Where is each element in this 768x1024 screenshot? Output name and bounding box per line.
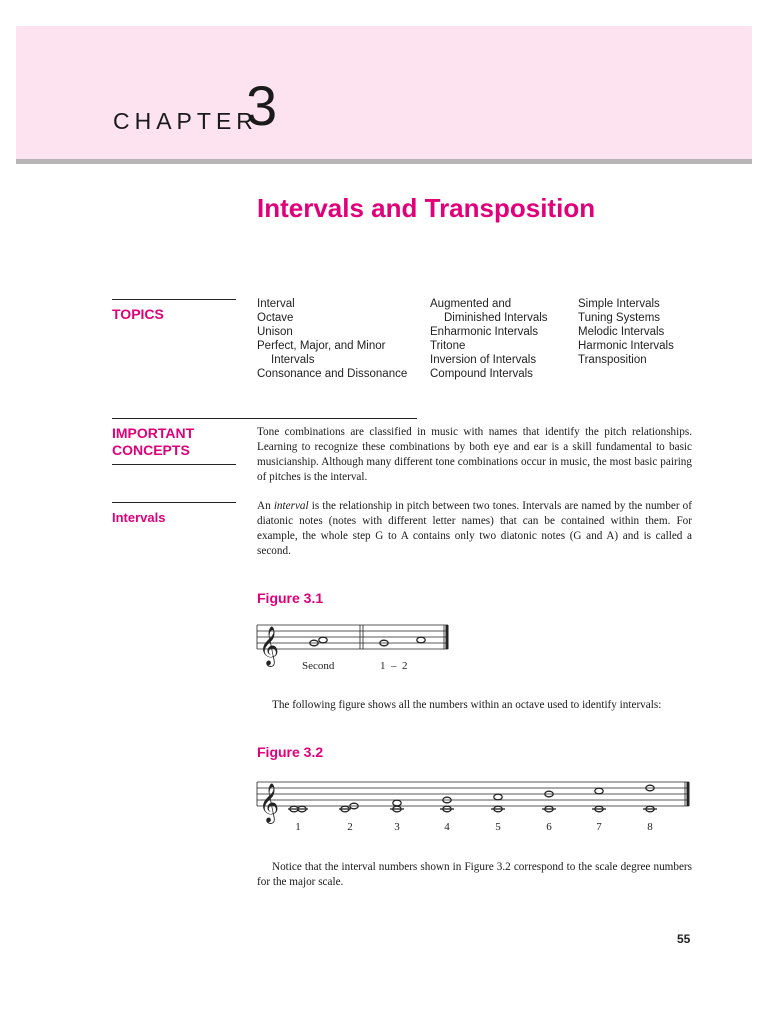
interval-number: 2 xyxy=(347,821,353,833)
topic-item: Inversion of Intervals xyxy=(430,354,537,366)
interval-number: 6 xyxy=(546,821,552,833)
intervals-text-before: An xyxy=(257,500,274,512)
banner-divider xyxy=(16,159,752,164)
topic-item: Compound Intervals xyxy=(430,368,533,380)
figure-3-2-label: Figure 3.2 xyxy=(257,744,324,760)
topic-item: Unison xyxy=(257,326,293,338)
treble-clef-icon: 𝄞 xyxy=(259,626,280,666)
chapter-banner xyxy=(16,26,752,159)
chapter-title: Intervals and Transposition xyxy=(257,193,596,223)
figure-3-1-caption-left: Second xyxy=(302,660,335,672)
concepts-under-rule xyxy=(112,464,236,465)
interval-number: 1 xyxy=(295,821,301,833)
figure-3-2-staff xyxy=(255,772,695,836)
intervals-rule xyxy=(112,502,236,503)
topic-item: Harmonic Intervals xyxy=(578,340,674,352)
page-number: 55 xyxy=(677,932,691,946)
concepts-rule xyxy=(112,418,417,419)
topics-heading: TOPICS xyxy=(112,306,164,322)
topic-item: Simple Intervals xyxy=(578,298,660,310)
topic-item: Transposition xyxy=(578,354,647,366)
topic-item: Interval xyxy=(257,298,295,310)
topic-item: Consonance and Dissonance xyxy=(257,368,408,380)
chapter-word: CHAPTER xyxy=(113,108,258,134)
topic-item: Octave xyxy=(257,312,294,324)
intervals-text-italic: interval xyxy=(273,500,309,512)
paragraph-after-figure-2: Notice that the interval numbers shown in Figure 3.2 correspond to the scale degree numbers for the major scale. xyxy=(257,861,692,888)
concepts-heading-line-1: IMPORTANT xyxy=(112,425,195,441)
topics-column-3 xyxy=(578,297,674,367)
intervals-heading: Intervals xyxy=(112,510,166,525)
figure-3-1-staff xyxy=(255,615,455,677)
interval-number: 8 xyxy=(647,821,653,833)
intervals-paragraph xyxy=(257,499,692,559)
topic-item: Augmented and xyxy=(430,298,512,310)
interval-number: 7 xyxy=(596,821,602,833)
topics-rule xyxy=(112,299,236,300)
interval-number: 3 xyxy=(394,821,400,833)
concepts-paragraph: Tone combinations are classified in music with names that identify the pitch relationships. Learning to recognize these combinations by both eye and ear is a skill fundamental to basic musicianship. Although many different tone combinations occur in music, the most basic pairing of pitches is the interval. xyxy=(257,426,692,483)
topics-column-1 xyxy=(257,297,407,381)
paragraph-after-figure-1: The following figure shows all the numbers within an octave used to identify intervals: xyxy=(272,699,662,711)
topic-item: Intervals xyxy=(271,354,315,366)
topic-item: Enharmonic Intervals xyxy=(430,326,539,338)
interval-number: 4 xyxy=(444,821,450,833)
topic-item: Diminished Intervals xyxy=(444,312,548,324)
figure-3-1-label: Figure 3.1 xyxy=(257,590,324,606)
interval-number: 5 xyxy=(495,821,501,833)
topic-item: Perfect, Major, and Minor xyxy=(257,340,386,352)
topic-item: Tritone xyxy=(430,340,466,352)
topic-item: Melodic Intervals xyxy=(578,326,665,338)
chapter-number: 3 xyxy=(246,74,278,137)
figure-3-1-caption-right: 1 – 2 xyxy=(380,660,408,672)
topic-item: Tuning Systems xyxy=(578,312,661,324)
topics-column-2 xyxy=(430,297,548,381)
concepts-heading xyxy=(112,425,194,459)
concepts-heading-line-2: CONCEPTS xyxy=(112,442,190,458)
treble-clef-icon: 𝄞 xyxy=(259,783,280,823)
intervals-text-after: is the relationship in pitch between two tones. Intervals are named by the number of diatonic notes (notes with different letter names) that can be contained within them. For example, the whole step G to A contains only two diatonic notes (G and A) and is called a second. xyxy=(257,500,692,557)
